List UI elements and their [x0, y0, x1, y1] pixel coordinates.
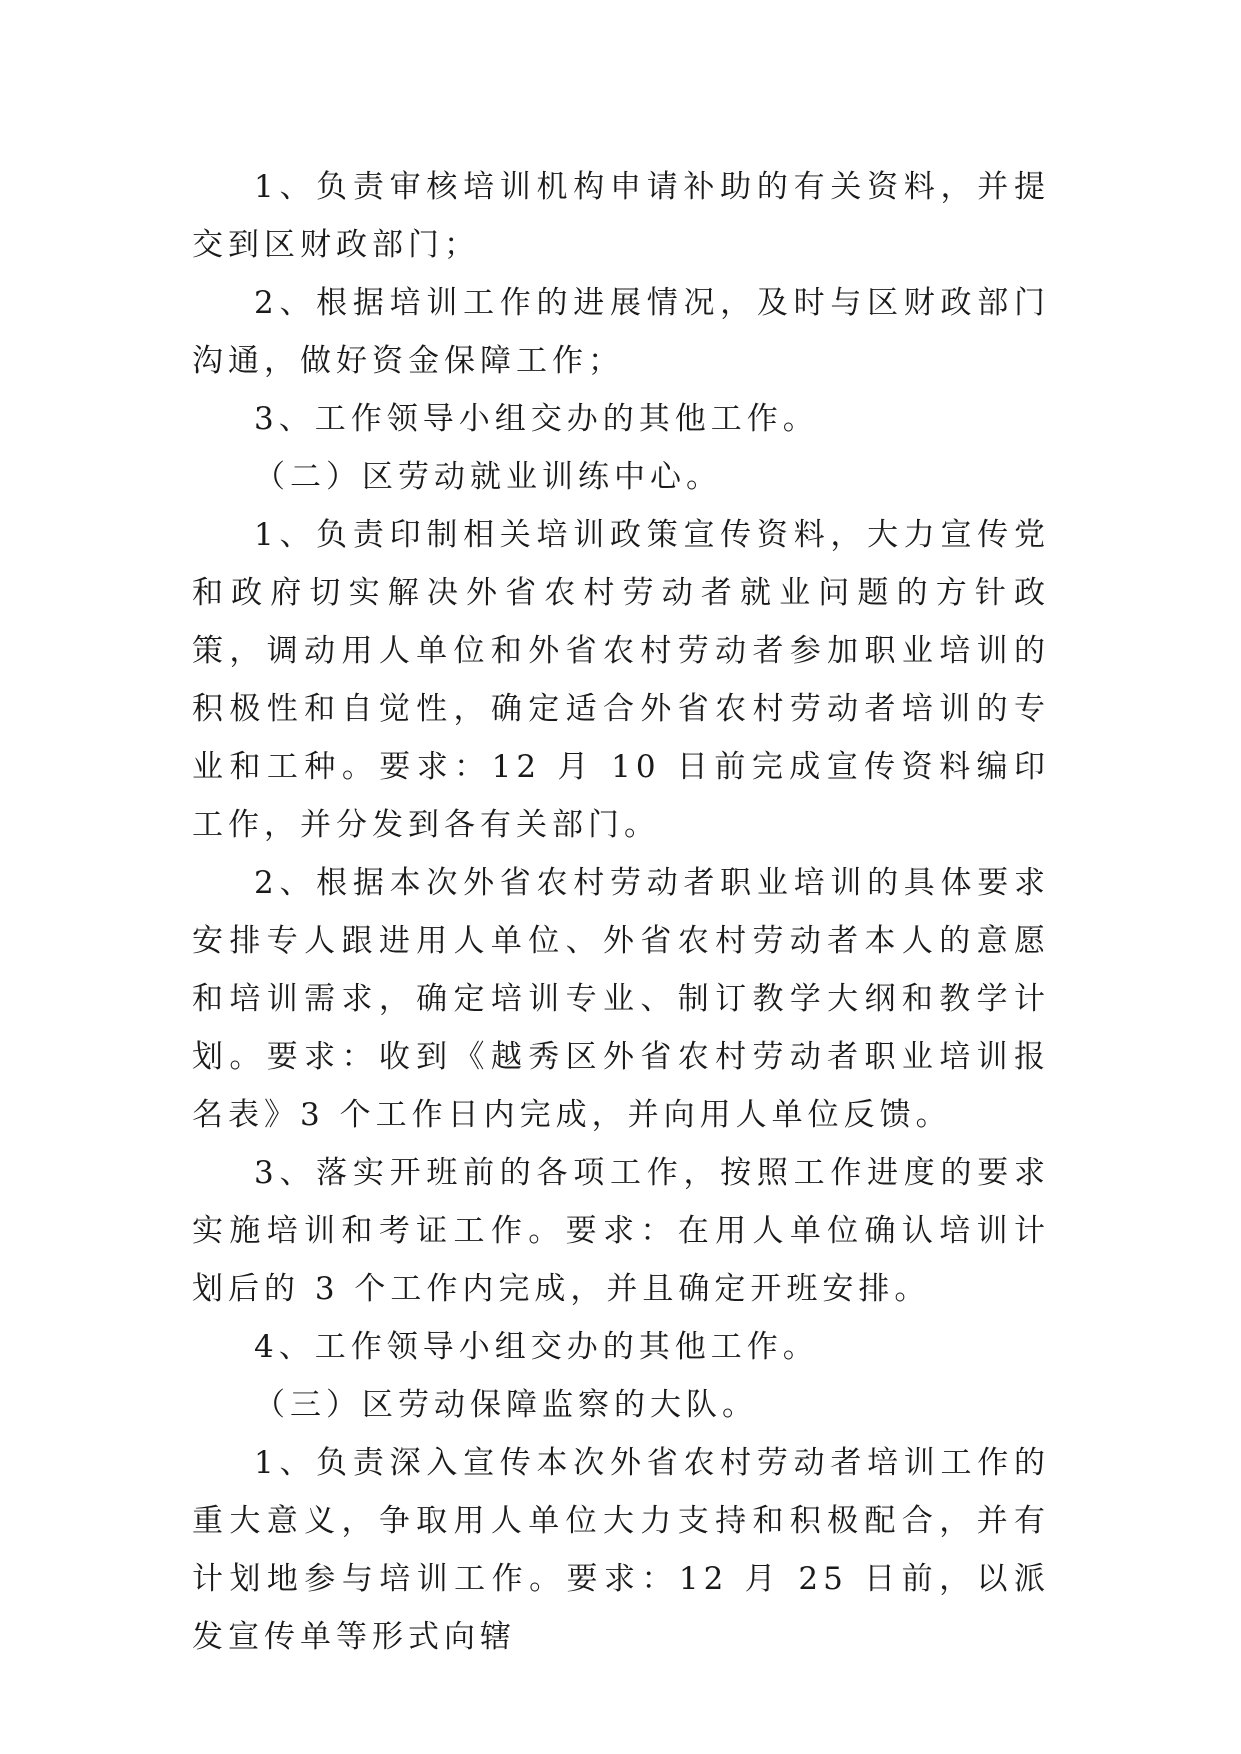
paragraph: 3、落实开班前的各项工作，按照工作进度的要求实施培训和考证工作。要求：在用人单位确认培训计划后的 3 个工作内完成，并且确定开班安排。: [192, 1155, 1050, 1307]
paragraph: 1、负责审核培训机构申请补助的有关资料，并提交到区财政部门；: [192, 169, 1050, 263]
paragraph: 3、工作领导小组交办的其他工作。: [254, 401, 819, 437]
paragraph: 4、工作领导小组交办的其他工作。: [254, 1329, 819, 1365]
section-heading: （三）区劳动保障监察的大队。: [254, 1387, 758, 1423]
paragraph: 1、负责深入宣传本次外省农村劳动者培训工作的重大意义，争取用人单位大力支持和积极配合，并有计划地参与培训工作。要求：12 月 25 日前，以派发宣传单等形式向辖: [192, 1445, 1050, 1655]
paragraph: 1、负责印制相关培训政策宣传资料，大力宣传党和政府切实解决外省农村劳动者就业问题的方针政策，调动用人单位和外省农村劳动者参加职业培训的积极性和自觉性，确定适合外省农村劳动者培训的专业和工种。要求：12 月 10 日前完成宣传资料编印工作，并分发到各有关部门。: [192, 517, 1050, 843]
section-heading: （二）区劳动就业训练中心。: [254, 459, 722, 495]
document-body: [192, 158, 1050, 1666]
paragraph: 2、根据培训工作的进展情况，及时与区财政部门沟通，做好资金保障工作；: [192, 285, 1050, 379]
paragraph: 2、根据本次外省农村劳动者职业培训的具体要求安排专人跟进用人单位、外省农村劳动者本人的意愿和培训需求，确定培训专业、制订教学大纲和教学计划。要求：收到《越秀区外省农村劳动者职业培训报名表》3 个工作日内完成，并向用人单位反馈。: [192, 865, 1050, 1133]
